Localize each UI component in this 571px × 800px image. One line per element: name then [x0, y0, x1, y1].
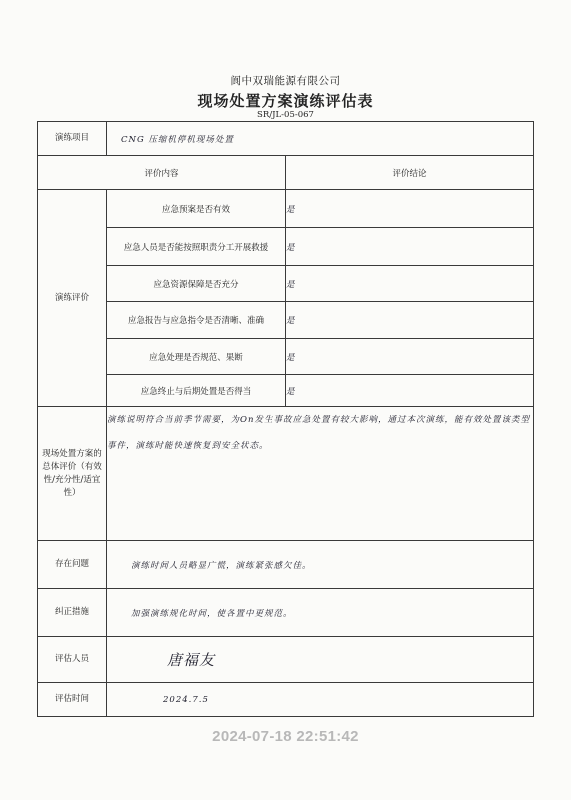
evaluation-row [38, 190, 534, 228]
evaluation-item-result: 是 [286, 266, 534, 302]
corrective-label: 纠正措施 [38, 589, 107, 637]
evaluation-item-result: 是 [286, 339, 534, 375]
evaluation-row [38, 339, 534, 375]
date-label: 评估时间 [38, 683, 107, 717]
evaluation-label: 演练评价 [38, 190, 107, 407]
evaluation-item-content: 应急资源保障是否充分 [107, 266, 286, 302]
problems-label: 存在问题 [38, 541, 107, 589]
assessor-signature: 唐福友 [107, 637, 534, 683]
evaluation-row [38, 266, 534, 302]
project-row [38, 122, 534, 156]
assessor-label: 评估人员 [38, 637, 107, 683]
evaluation-row [38, 302, 534, 339]
evaluation-item-content: 应急处理是否规范、果断 [107, 339, 286, 375]
date-row [38, 683, 534, 717]
corrective-row [38, 589, 534, 637]
date-value: 2024.7.5 [107, 683, 534, 717]
form-title: 现场处置方案演练评估表 [197, 92, 374, 110]
column-header-content: 评价内容 [38, 156, 286, 190]
problems-value: 演练时间人员略显广慌，演练紧张感欠佳。 [107, 541, 534, 589]
problems-row [38, 541, 534, 589]
evaluation-item-result: 是 [286, 375, 534, 407]
project-value: CNG 压缩机停机现场处置 [107, 122, 534, 156]
corrective-value: 加强演练规化时间，使各置中更规范。 [107, 589, 534, 637]
column-header-conclusion: 评价结论 [286, 156, 534, 190]
overall-label: 现场处置方案的总体评价（有效性/充分性/适宜性） [38, 407, 107, 541]
evaluation-item-content: 应急人员是否能按照职责分工开展救援 [107, 228, 286, 266]
document-number: SR/JL-05-067 [257, 110, 314, 120]
evaluation-item-content: 应急终止与后期处置是否得当 [107, 375, 286, 407]
evaluation-row [38, 375, 534, 407]
evaluation-item-result: 是 [286, 228, 534, 266]
overall-value: 演练说明符合当前季节需要，为On发生事故应急处置有较大影响，通过本次演练，能有效处置该类型事件，演练时能快速恢复到安全状态。 [107, 407, 534, 541]
overall-row [38, 407, 534, 541]
assessor-row [38, 637, 534, 683]
evaluation-item-content: 应急报告与应急指令是否清晰、准确 [107, 302, 286, 339]
evaluation-form [37, 121, 534, 717]
evaluation-row [38, 228, 534, 266]
project-label: 演练项目 [38, 122, 107, 156]
evaluation-item-content: 应急预案是否有效 [107, 190, 286, 228]
column-header-row [38, 156, 534, 190]
company-name: 阆中双瑞能源有限公司 [230, 75, 341, 87]
evaluation-item-result: 是 [286, 302, 534, 339]
evaluation-item-result: 是 [286, 190, 534, 228]
scan-timestamp: 2024-07-18 22:51:42 [212, 728, 359, 745]
